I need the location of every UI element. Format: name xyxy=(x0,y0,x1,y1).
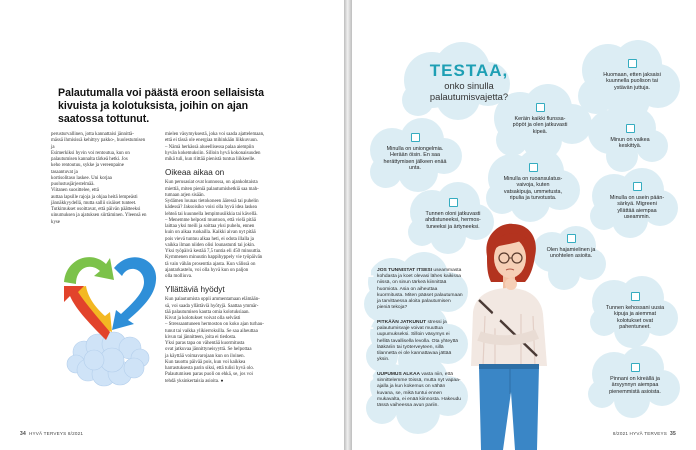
answer-1 xyxy=(365,264,463,311)
answer-lead: PITKÄÄN JATKUNUT xyxy=(377,320,427,325)
answer-2 xyxy=(365,316,463,363)
body-line: pois vievä tuntuu alkaa heti, ei odota illalla ja xyxy=(165,236,254,242)
checkbox[interactable] xyxy=(536,103,545,112)
body-line: olla molliuva. xyxy=(165,274,193,279)
body-line: – Nämä herkässä alueellisessa palaa aiempiin xyxy=(165,144,254,150)
checkbox[interactable] xyxy=(631,363,640,372)
subheading-benefits: Yllättäviä hyödyt xyxy=(165,285,225,295)
body-line: – Menemme helposti muotoon, että vielä pitää xyxy=(165,217,256,223)
quiz-item-text: Minulla on uniongelmia. Herään öisin. En saa herättymisen jälkeen enää unta. xyxy=(383,146,447,172)
quiz-item-text: Minulla on usein pään-särkyä. Migreeni yllättää aiempaa useammin. xyxy=(609,195,665,221)
checkbox[interactable] xyxy=(449,198,458,207)
body-line: tunut tai vaikka ylikierroksilla. Se saa aiheuttaa xyxy=(165,328,258,334)
body-line: mielen väsymyksestä, joka voi saada ajattelemaan, xyxy=(165,132,265,137)
body-line: harrastuksesta parin siksi, että tulisi hyvä olo. xyxy=(165,366,255,371)
body-line: palautumisen kannalta tärkeä hetki. Jos xyxy=(51,157,128,162)
article-column-a xyxy=(51,132,147,226)
body-line: hyvän kokemuksiin. Silloin hyvä kokonaisuuden xyxy=(165,150,261,156)
body-line: Kun tauottu päivää pois, kun voi kaikkea xyxy=(165,359,246,365)
heart-arrows-icon xyxy=(54,240,166,388)
checkbox[interactable] xyxy=(628,59,637,68)
quiz-item-9[interactable] xyxy=(602,292,668,331)
answer-text: useammasta kohdasta ja koet olevasi lähes kaikissa niissä, on sinun tärkeä kiinnittää huomiota. Asia on aiheuttaa kuormitusta. Miten pääset palautumaan ja tarvittaessa aloita palautumisen pieniä tekoja? xyxy=(377,268,463,311)
quiz-item-text: Minun on vaikea keskittyä. xyxy=(610,137,650,150)
body-line: puolustusjärjestelmää. xyxy=(51,182,95,187)
answer-number: 3 xyxy=(365,368,374,385)
folio-right xyxy=(613,431,679,437)
answer-lead: UUPUMUS ALKAA xyxy=(377,372,421,377)
body-last-line: tehdä yksinkertaisia asioita. xyxy=(165,378,220,384)
checkbox[interactable] xyxy=(529,163,538,172)
body-line: Kun perusasiat ovat kunnossa, on ajankohtaista xyxy=(165,180,258,186)
body-line: ovat jatkuvaa jännittyneisyyttä. Se helpottaa xyxy=(165,347,252,353)
article-lead: Palautumalla voi päästä eroon sellaisista kivuista ja kolotuksista, joihin on ajan saatossa tottunut. xyxy=(58,87,265,125)
quiz-item-text: Keräin kaikki flunssa-pöpöt ja olen jatkuvasti kipeä. xyxy=(512,116,568,135)
page-number-right: 35 xyxy=(670,431,676,437)
quiz-item-2[interactable] xyxy=(602,59,662,91)
body-line: kivun tai jännitteen, joita ei tiedosta. xyxy=(165,334,237,340)
body-line: uinumuksen ja ajatuksen siirtäminen. Yleensä en kyse xyxy=(51,213,147,225)
body-line: mikä tuli, kun riittää pienistä tuntua liikkeelle. xyxy=(165,157,256,162)
body-line: Yksi paras tapa on vähentää kuormitusta xyxy=(165,341,245,346)
body-line xyxy=(165,379,269,385)
body-line: auttaa lapsille rajoja ja ohjaa heitä lempeästi xyxy=(51,194,138,200)
quiz-item-text: Tunnen oloni jatkuvasti ahdistuneeksi, hermos-tuneeksi ja ärtyneeksi. xyxy=(425,211,481,230)
brain-cloud-icon xyxy=(67,332,149,386)
quiz-subtitle-1: onko sinulla xyxy=(444,80,494,91)
body-line: Kun palautumista oppii ammentamaan elämään- xyxy=(165,297,260,303)
page-number-left: 34 xyxy=(20,431,26,437)
body-line: Kymmenen minuutin happihyppely vie työpäivän xyxy=(165,255,263,261)
heart-arrows-illustration xyxy=(54,240,166,388)
thinking-woman-illustration xyxy=(455,216,555,450)
person-icon xyxy=(455,216,555,450)
answer-number: 1 xyxy=(365,264,374,281)
quiz-item-text: Olen hajamielinen ja unohtelen asioita. xyxy=(546,247,596,260)
body-line: vaikka ilman niiden olisi lounastunti tai jokin. xyxy=(165,242,256,248)
left-page xyxy=(0,0,344,450)
body-line: keho rentoutuu, sykke ja vereenpaine tasaantuvat ja xyxy=(51,163,124,175)
checkbox[interactable] xyxy=(411,133,420,142)
quiz-title xyxy=(409,62,529,102)
folio-left-text: HYVÄ TERVEYS 8/2021 xyxy=(28,431,84,436)
answer-text: vasta niin, että sinnittelemme töissä, mutta nyt vapaa-ajalla ja kun kokemus on vähän kuvana, se, mikä tuntui ennen mukavalta, ei enää kiinnosta. Hakeudu tässä vaiheessa avun pariin. xyxy=(377,372,462,409)
end-mark: ● xyxy=(220,378,224,384)
body-line: miettiä, miten pieniä palautumishetkiä saa mah- xyxy=(165,186,259,192)
answer-text: stressi ja palautumisvaje voivat muuttua uupumukseksi. Silloin väsymys ei hellitä tavallisella levolla. Ota yhteyttä lääkäriin tai työterveyteen, sillä tilannetta ei ole kannattavaa jättää yksin. xyxy=(377,320,459,363)
body-line: tää palautumisen kautta omia kolotuksiaan. xyxy=(165,309,250,315)
right-page xyxy=(352,0,696,450)
body-line: jännäkkyydellä, mutta sallii sisäiset tunteet. xyxy=(51,200,137,206)
spread-gutter xyxy=(344,0,352,450)
body-line: Palautumisen paras puoli on ehkä, se, jos voi xyxy=(165,372,253,378)
quiz-item-text: Minulla on ruoansulatus-vaivoja, kuten vatsakipuja, ummetusta, ripulia ja turvotusta. xyxy=(503,176,563,202)
quiz-item-text: Huomaan, etten jaksaisi kuunnella puolison tai ystävän juttuja. xyxy=(603,72,661,91)
body-line: perusturvallinen, jotta kannattaisi jännittä- xyxy=(51,132,134,137)
body-line: laittaa yksi meili ja soittaa yksi puhelu, ennen xyxy=(165,224,255,229)
quiz-subtitle-2: palautumisvajetta? xyxy=(429,91,509,102)
quiz-item-text: Tunnen kehossani uusia kipuja ja aiemmat kolotukset ovat pahentuneet. xyxy=(605,305,665,331)
quiz-title-main: TESTAA, xyxy=(429,61,509,80)
body-line: että ei tässä ole energiaa mihinkään liikkuvuun. xyxy=(165,138,258,144)
quiz-item-4[interactable] xyxy=(604,124,656,150)
body-line: tumaan arjen sisään. xyxy=(165,192,205,198)
body-line: – Stressaantuneen hermoston on koko ajan turhau- xyxy=(165,322,264,328)
quiz-item-1[interactable] xyxy=(510,103,570,135)
body-line: ja käyttää voimavarojaan kun on iloinen. xyxy=(165,353,245,359)
answer-3 xyxy=(365,368,463,409)
subheading-time: Oikeaa aikaa on xyxy=(165,168,225,178)
checkbox[interactable] xyxy=(626,124,635,133)
checkbox[interactable] xyxy=(631,292,640,301)
body-line: ajantarkastelu, voi olla hyvä kun on paljon xyxy=(165,267,249,273)
quiz-item-3[interactable] xyxy=(382,133,448,172)
answer-number: 2 xyxy=(365,316,374,333)
quiz-item-10[interactable] xyxy=(604,363,666,395)
body-line: kortisolitaso laskee. Uni korjaa xyxy=(51,175,112,181)
folio-left xyxy=(17,431,83,437)
body-line: Yksi työpäivä kestää 7,5 tuntia eli 450 minuuttia. xyxy=(165,249,262,254)
body-line: Kivut ja kolotukset voivat olla selvästi xyxy=(165,316,241,321)
body-line: Sydämen lounas tietokoneen ääressä tai puhelin xyxy=(165,199,259,204)
body-line: Viitanen suosittelee, että xyxy=(51,188,99,194)
answer-lead: JOS TUNNISTAT ITSESI xyxy=(377,268,432,273)
body-line: kädessä? Jaksoisiko voisi olla hyvä idea laskea xyxy=(165,205,257,211)
body-line: tä vain vähän prosenttia ajasta. Kun välissä on xyxy=(165,261,256,267)
quiz-item-5[interactable] xyxy=(502,163,564,202)
folio-right-text: 8/2021 HYVÄ TERVEYS xyxy=(612,431,668,436)
checkbox[interactable] xyxy=(567,234,576,243)
body-line: lehteä tai kuunnella lempimusiikkia tai kävellä. xyxy=(165,211,258,217)
body-line: Esimerkiksi hyvin voi rentoutua, kun on xyxy=(51,150,130,156)
quiz-item-6[interactable] xyxy=(608,182,666,221)
body-line: sä, voi saada yllättäviä hyötyjä. Saattaa ymmär- xyxy=(165,303,259,309)
body-line: Tutkimukset osoittavat, että päivän päätteeksi xyxy=(51,207,141,212)
checkbox[interactable] xyxy=(633,182,642,191)
body-line: kuin on aikaa ruokailla. Kaikki aivan nyt pitää xyxy=(165,230,256,236)
body-line: mässä ihmisissä kehittyy pakko-, huolestumisen ja xyxy=(51,138,146,150)
quiz-item-text: Pinnani on kireällä ja ärsyynnyn aiempaa pienemmistä asioista. xyxy=(609,376,661,395)
article-column-b xyxy=(165,132,269,385)
